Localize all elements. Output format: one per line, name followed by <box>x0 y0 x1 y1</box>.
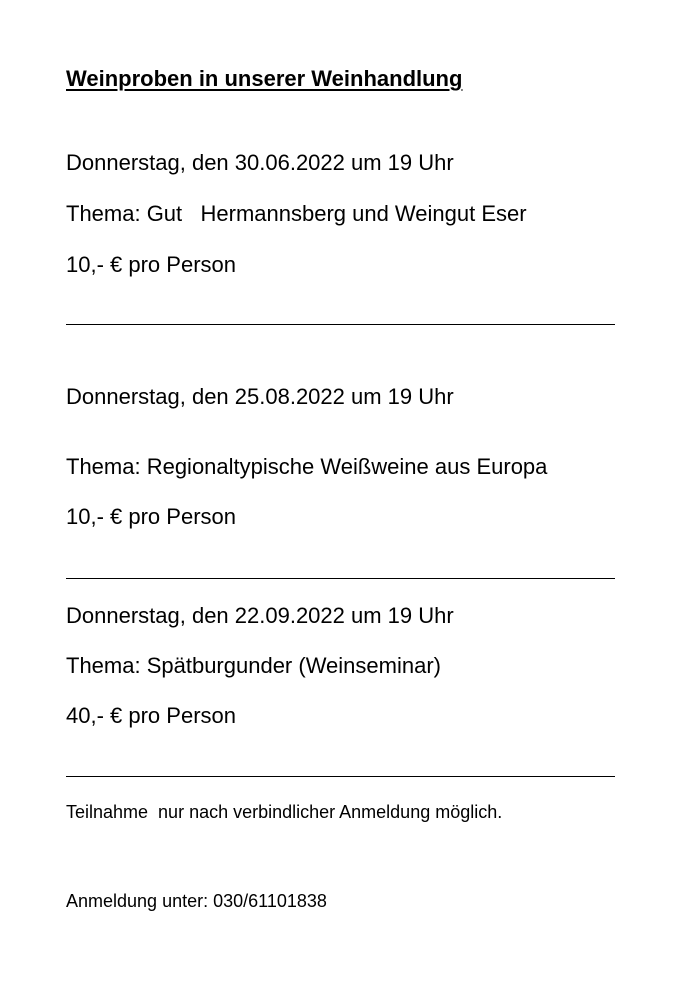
event-theme: Thema: Gut Hermannsberg und Weingut Eser <box>66 201 527 226</box>
event-date: Donnerstag, den 22.09.2022 um 19 Uhr <box>66 603 454 628</box>
event-price: 40,- € pro Person <box>66 703 236 728</box>
contact-phone: Anmeldung unter: 030/61101838 <box>66 891 327 911</box>
registration-note: Teilnahme nur nach verbindlicher Anmeldung möglich. <box>66 802 503 822</box>
event-price: 10,- € pro Person <box>66 252 236 277</box>
event-date: Donnerstag, den 30.06.2022 um 19 Uhr <box>66 150 454 175</box>
divider <box>66 776 615 777</box>
divider <box>66 324 615 325</box>
divider <box>66 578 615 579</box>
event-price: 10,- € pro Person <box>66 504 236 529</box>
page-title: Weinproben in unserer Weinhandlung <box>66 66 463 91</box>
event-theme: Thema: Spätburgunder (Weinseminar) <box>66 653 441 678</box>
event-theme: Thema: Regionaltypische Weißweine aus Europa <box>66 454 548 479</box>
event-date: Donnerstag, den 25.08.2022 um 19 Uhr <box>66 384 454 409</box>
